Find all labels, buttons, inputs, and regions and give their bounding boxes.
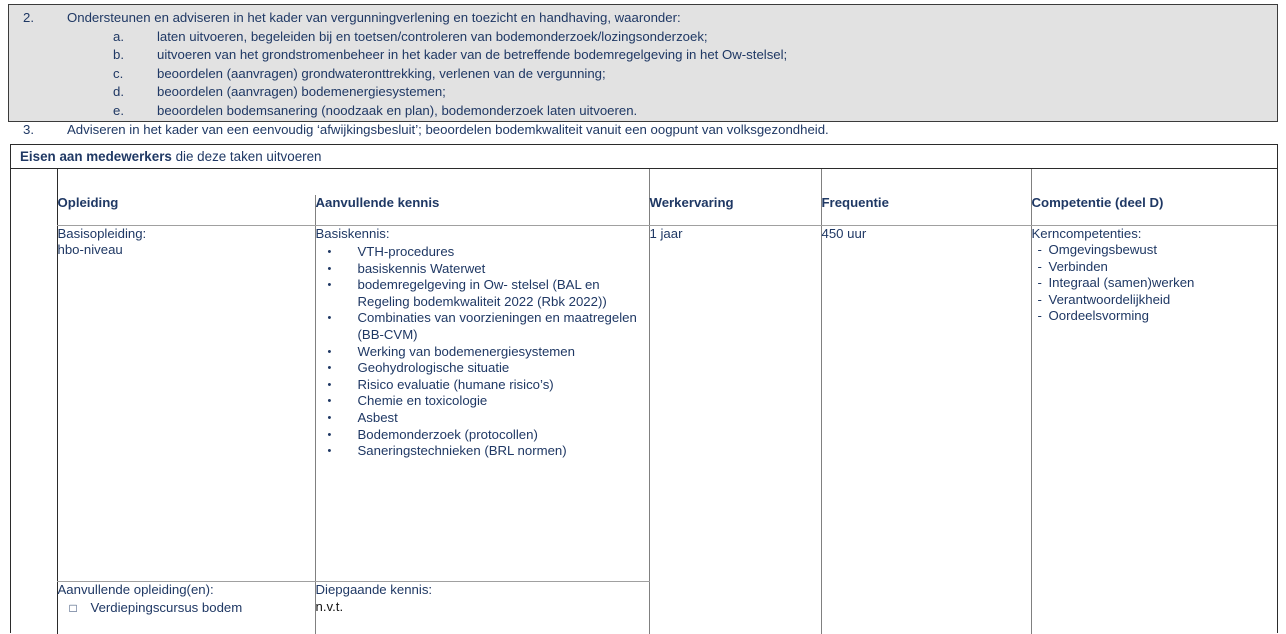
task-item [9, 102, 1277, 121]
task-item [9, 83, 1277, 102]
bullet-icon: • [327, 412, 332, 425]
spacer-cell-kennis [315, 169, 649, 195]
task-text: uitvoeren van het grondstromenbeheer in het kader van de betreffende bodemregelgeving in het Ow-stelsel; [157, 47, 788, 63]
column-header-opleiding: Opleiding [57, 195, 315, 225]
list-item-label: Asbest [357, 410, 398, 426]
list-item [1038, 242, 1278, 259]
list-item [316, 261, 649, 278]
list-item [1038, 292, 1278, 309]
bullet-icon: • [327, 378, 332, 391]
task-text: beoordelen (aanvragen) bodemenergiesystemen; [157, 84, 446, 100]
list-item-label: Risico evaluatie (humane risico’s) [357, 376, 554, 392]
list-item [316, 277, 649, 310]
task-text: Adviseren in het kader van een eenvoudig ‘afwijkingsbesluit’; beoordelen bodemkwaliteit vanuit een oogpunt van volksgezondheid. [67, 121, 829, 137]
row-cell-side [11, 581, 57, 634]
table-header-row [11, 195, 1277, 225]
dash-icon: ‐ [1037, 308, 1042, 324]
empty-box-icon: □ [69, 600, 77, 615]
cell-werkervaring-empty [649, 581, 821, 634]
list-item [316, 310, 649, 343]
requirements-title-rest: die deze taken uitvoeren [171, 149, 322, 164]
list-item-label: Verdiepingscursus bodem [90, 599, 243, 615]
list-item-label: bodemregelgeving in Ow- stelsel (BAL en Regeling bodemkwaliteit 2022 (Rbk 2022)) [357, 277, 607, 309]
aanvullende-opleiding-label: Aanvullende opleiding(en): [57, 581, 214, 597]
list-item-label: Werking van bodemenergiesystemen [357, 343, 575, 359]
row-cell-side [11, 225, 57, 581]
requirements-panel [10, 144, 1278, 633]
spacer-cell-competentie [1031, 169, 1277, 195]
spacer-cell-opleiding [57, 169, 315, 195]
list-item-label: Bodemonderzoek (protocollen) [357, 426, 538, 442]
list-item [316, 344, 649, 361]
header-cell-side [11, 195, 57, 225]
cell-opleiding-aanvullend [57, 581, 315, 634]
bullet-icon: • [327, 345, 332, 358]
cell-competentie-empty [1031, 581, 1277, 634]
task-text: laten uitvoeren, begeleiden bij en toetsen/controleren van bodemonderzoek/lozingsonderzoek; [157, 28, 708, 44]
task-text: Ondersteunen en adviseren in het kader van vergunningverlening en toezicht en handhaving, waaronder: [67, 10, 681, 25]
dash-icon: ‐ [1037, 275, 1042, 291]
cell-frequentie-empty [821, 581, 1031, 634]
task-marker: d. [113, 84, 124, 100]
bullet-icon: • [327, 246, 332, 259]
task-marker: a. [113, 28, 124, 44]
task-item [9, 46, 1277, 65]
column-header-competentie: Competentie (deel D) [1031, 195, 1277, 225]
bullet-icon: • [327, 262, 332, 275]
task-item [9, 121, 1277, 140]
table-row [11, 581, 1277, 634]
task-item [9, 65, 1277, 84]
list-item [316, 443, 649, 460]
kennis-list [316, 244, 649, 460]
table-spacer-row [11, 169, 1277, 195]
competentie-label: Kerncompetenties: [1031, 225, 1142, 241]
spacer-cell-side [11, 169, 57, 195]
diepgaande-kennis-value: n.v.t. [315, 598, 344, 614]
task-marker: 2. [23, 10, 34, 25]
table-row [11, 225, 1277, 581]
task-marker: c. [113, 65, 124, 81]
bullet-icon: • [327, 395, 332, 408]
tasks-panel [8, 4, 1278, 137]
column-header-aanvullende-kennis: Aanvullende kennis [315, 195, 649, 225]
cell-aanvullende-kennis [315, 225, 649, 581]
list-item [316, 393, 649, 410]
requirements-title [11, 145, 1277, 169]
dash-icon: ‐ [1037, 258, 1042, 274]
requirements-table [11, 169, 1277, 634]
list-item [316, 244, 649, 261]
dash-icon: ‐ [1037, 291, 1042, 307]
list-item-label: Omgevingsbewust [1048, 242, 1157, 258]
cell-diepgaande-kennis [315, 581, 649, 634]
list-item [1038, 308, 1278, 325]
bullet-icon: • [327, 362, 332, 375]
bullet-icon: • [327, 445, 332, 458]
bullet-icon: • [327, 428, 332, 441]
list-item-label: VTH-procedures [357, 244, 455, 260]
cell-opleiding-basis [57, 225, 315, 581]
list-item [1038, 259, 1278, 276]
list-item-label: Saneringstechnieken (BRL normen) [357, 443, 567, 459]
spacer-cell-werkervaring [649, 169, 821, 195]
kennis-label: Basiskennis: [315, 225, 390, 241]
task-marker: 3. [23, 121, 34, 137]
opleiding-label: Basisopleiding: [57, 225, 147, 241]
task-text: beoordelen bodemsanering (noodzaak en plan), bodemonderzoek laten uitvoeren. [157, 102, 638, 118]
list-item [316, 360, 649, 377]
opleiding-value: hbo-niveau [57, 242, 123, 258]
list-item-label: Oordeelsvorming [1048, 308, 1149, 324]
diepgaande-kennis-label: Diepgaande kennis: [315, 581, 433, 597]
list-item [316, 410, 649, 427]
list-item [58, 600, 315, 617]
list-item-label: Integraal (samen)werken [1048, 275, 1195, 291]
task-item [9, 9, 1277, 28]
task-text: beoordelen (aanvragen) grondwateronttrekking, verlenen van de vergunning; [157, 65, 606, 81]
cell-competentie [1031, 225, 1277, 581]
task-marker: e. [113, 102, 124, 118]
requirements-title-bold: Eisen aan medewerkers [20, 149, 172, 164]
bullet-icon: • [327, 312, 332, 325]
list-item-label: Geohydrologische situatie [357, 360, 510, 376]
list-item-label: Verantwoordelijkheid [1048, 291, 1171, 307]
dash-icon: ‐ [1037, 242, 1042, 258]
competentie-list [1032, 242, 1278, 325]
list-item-label: Combinaties van voorzieningen en maatregelen (BB-CVM) [357, 310, 637, 343]
list-item-label: basiskennis Waterwet [357, 260, 486, 276]
list-item [316, 427, 649, 444]
task-marker: b. [113, 47, 124, 63]
aanvullende-opleiding-list [58, 600, 315, 617]
list-item [316, 377, 649, 394]
cell-frequentie: 450 uur [821, 225, 1031, 581]
task-item [9, 28, 1277, 47]
bullet-icon: • [327, 279, 332, 292]
column-header-frequentie: Frequentie [821, 195, 1031, 225]
spacer-cell-frequentie [821, 169, 1031, 195]
column-header-werkervaring: Werkervaring [649, 195, 821, 225]
list-item [1038, 275, 1278, 292]
list-item-label: Verbinden [1048, 258, 1108, 274]
list-item-label: Chemie en toxicologie [357, 393, 488, 409]
cell-werkervaring: 1 jaar [649, 225, 821, 581]
